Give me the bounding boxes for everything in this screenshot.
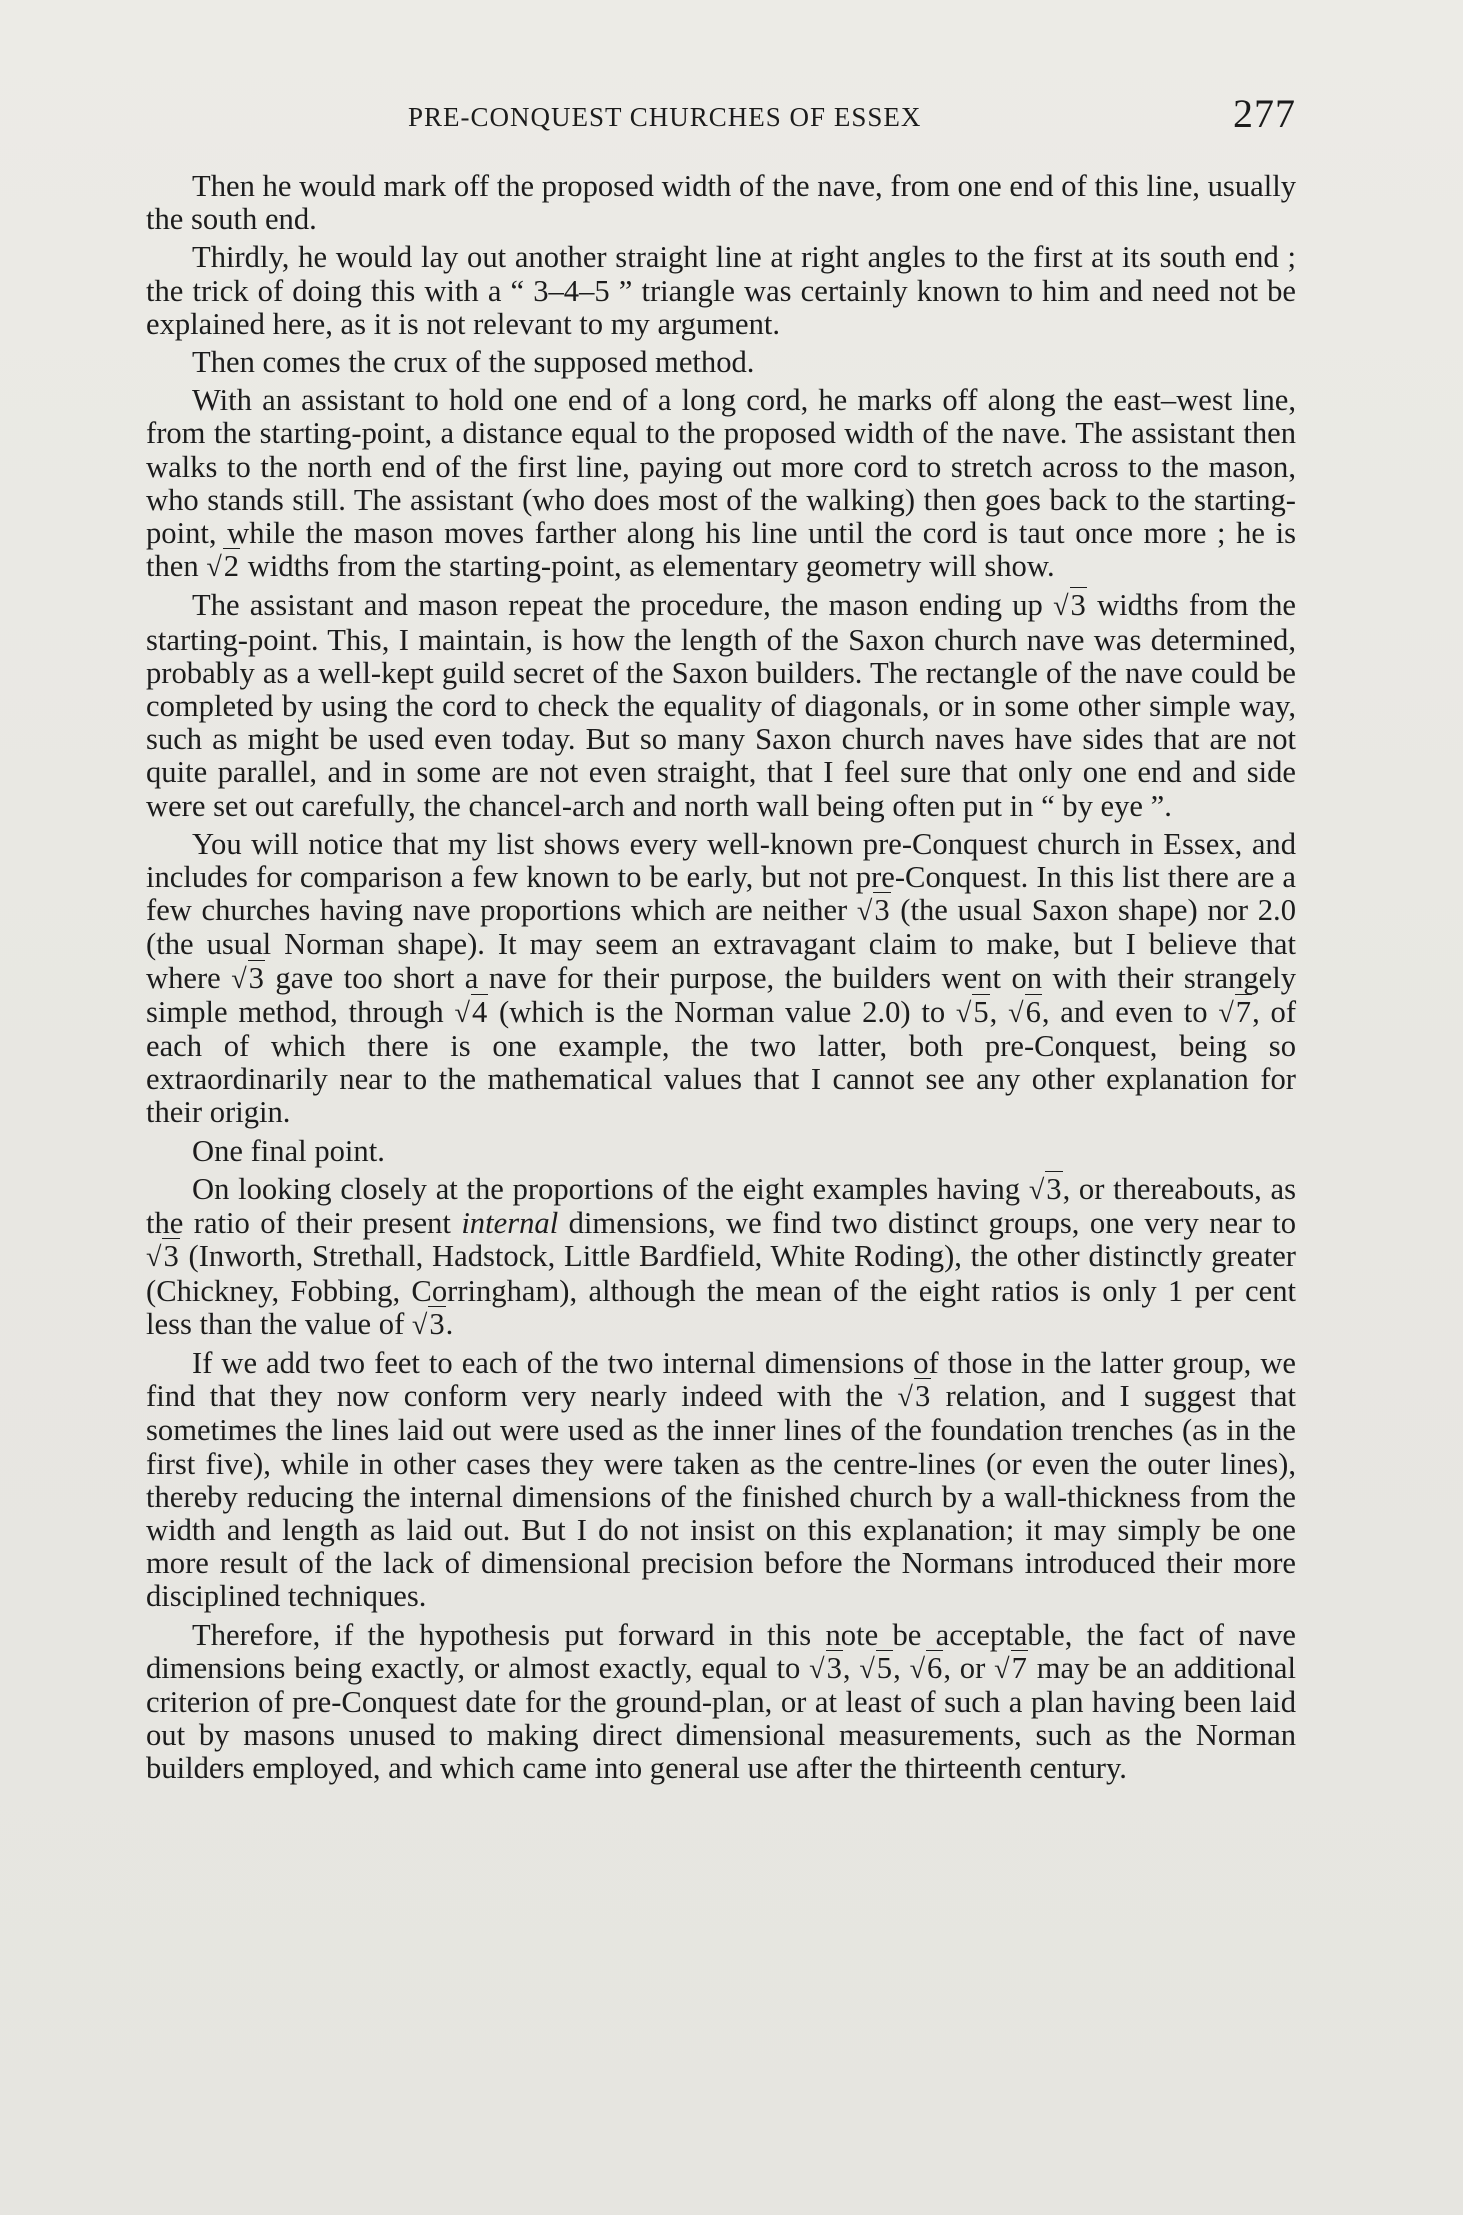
running-head [146, 91, 1296, 146]
square-root-expression: √3 [809, 1650, 842, 1685]
square-root-expression: √3 [146, 1239, 179, 1274]
square-root-expression: √7 [994, 1650, 1027, 1685]
square-root-expression: √2 [206, 549, 240, 584]
square-root-expression: √3 [897, 1379, 931, 1414]
paragraph: Thirdly, he would lay out another straight line at right angles to the first at its south end ; the trick of doing this with a “ 3–4–5 ” triangle was certainly known to him and need not be explained here, as it is not relevant to my argument. [146, 240, 1296, 341]
paragraph: Therefore, if the hypothesis put forward in this note be acceptable, the fact of nave dimensions being exactly, or almost exactly, equal to √3, √5, √6, or √7 may be an additional criterion of pre-Conquest date for the ground-plan, or at least of such a plan having been laid out by masons unused to making direct dimensional measurements, such as the Norman builders employed, and which came into general use after the thirteenth century. [146, 1617, 1296, 1786]
square-root-expression: √4 [454, 994, 488, 1029]
square-root-expression: √6 [909, 1650, 943, 1685]
square-root-expression: √6 [1008, 994, 1041, 1029]
paragraph: With an assistant to hold one end of a long cord, he marks off along the east–west line, from the starting-point, a distance equal to the proposed width of the nave. The assistant then walks to the north end of the first line, paying out more cord to stretch across to the mason, who stands still. The assistant (who does most of the walking) then goes back to the starting-point, while the mason moves farther along his line until the cord is taut once more ; he is then √2 widths from the starting-point, as elementary geometry will show. [146, 383, 1296, 584]
paragraph: One final point. [192, 1133, 385, 1168]
square-root-expression: √3 [856, 893, 890, 928]
paragraph: Then he would mark off the proposed width of the nave, from one end of this line, usually the south end. [146, 169, 1296, 237]
square-root-expression: √3 [1028, 1171, 1062, 1206]
running-title: PRE-CONQUEST CHURCHES OF ESSEX [408, 102, 922, 132]
square-root-expression: √3 [231, 960, 264, 995]
paragraph: On looking closely at the proportions of the eight examples having √3, or thereabouts, as the ratio of their present internal dimensions, we find two distinct groups, one very near to √3 (Inworth, Strethall, Hadstock, Little Bardfield, White Roding), the other distinctly greater (Chickney, Fobbing, Corringham), although the mean of the eight ratios is only 1 per cent less than the value of √3. [146, 1171, 1297, 1341]
square-root-expression: √7 [1218, 994, 1252, 1029]
square-root-expression: √3 [411, 1306, 445, 1341]
square-root-expression: √5 [955, 994, 989, 1029]
italic-emphasis: internal [461, 1206, 559, 1241]
square-root-expression: √3 [1053, 588, 1086, 623]
paragraph: If we add two feet to each of the two internal dimensions of those in the latter group, we find that they now conform very nearly indeed with the √3 relation, and I suggest that sometimes the lines laid out were used as the inner lines of the foundation trenches (as in the first five), while in other cases they were taken as the centre-lines (or even the outer lines), thereby reducing the internal dimensions of the finished church by a wall-thickness from the width and length as laid out. But I do not insist on this explanation; it may simply be one more result of the lack of dimensional precision before the Normans introduced their more disciplined techniques. [146, 1345, 1296, 1614]
square-root-expression: √5 [859, 1650, 893, 1685]
page-number: 277 [1233, 91, 1296, 136]
paragraph: You will notice that my list shows every well-known pre-Conquest church in Essex, and includes for comparison a few known to be early, but not pre-Conquest. In this list there are a few churches having nave proportions which are neither √3 (the usual Saxon shape) nor 2.0 (the usual Norman shape). It may seem an extravagant claim to make, but I believe that where √3 gave too short a nave for their purpose, the builders went on with their strangely simple method, through √4 (which is the Norman value 2.0) to √5, √6, and even to √7, of each of which there is one example, the two latter, both pre-Conquest, being so extraordinarily near to the mathematical values that I cannot see any other explanation for their origin. [146, 826, 1297, 1130]
paragraph: The assistant and mason repeat the procedure, the mason ending up √3 widths from the starting-point. This, I maintain, is how the length of the Saxon church nave was determined, probably as a well-kept guild secret of the Saxon builders. The rectangle of the nave could be completed by using the cord to check the equality of diagonals, or in some other simple way, such as might be used even today. But so many Saxon church naves have sides that are not quite parallel, and in some are not even straight, that I feel sure that only one end and side were set out carefully, the chancel-arch and north wall being often put in “ by eye ”. [146, 588, 1297, 823]
body-text [146, 170, 1296, 1791]
paragraph: Then comes the crux of the supposed method. [192, 345, 755, 380]
